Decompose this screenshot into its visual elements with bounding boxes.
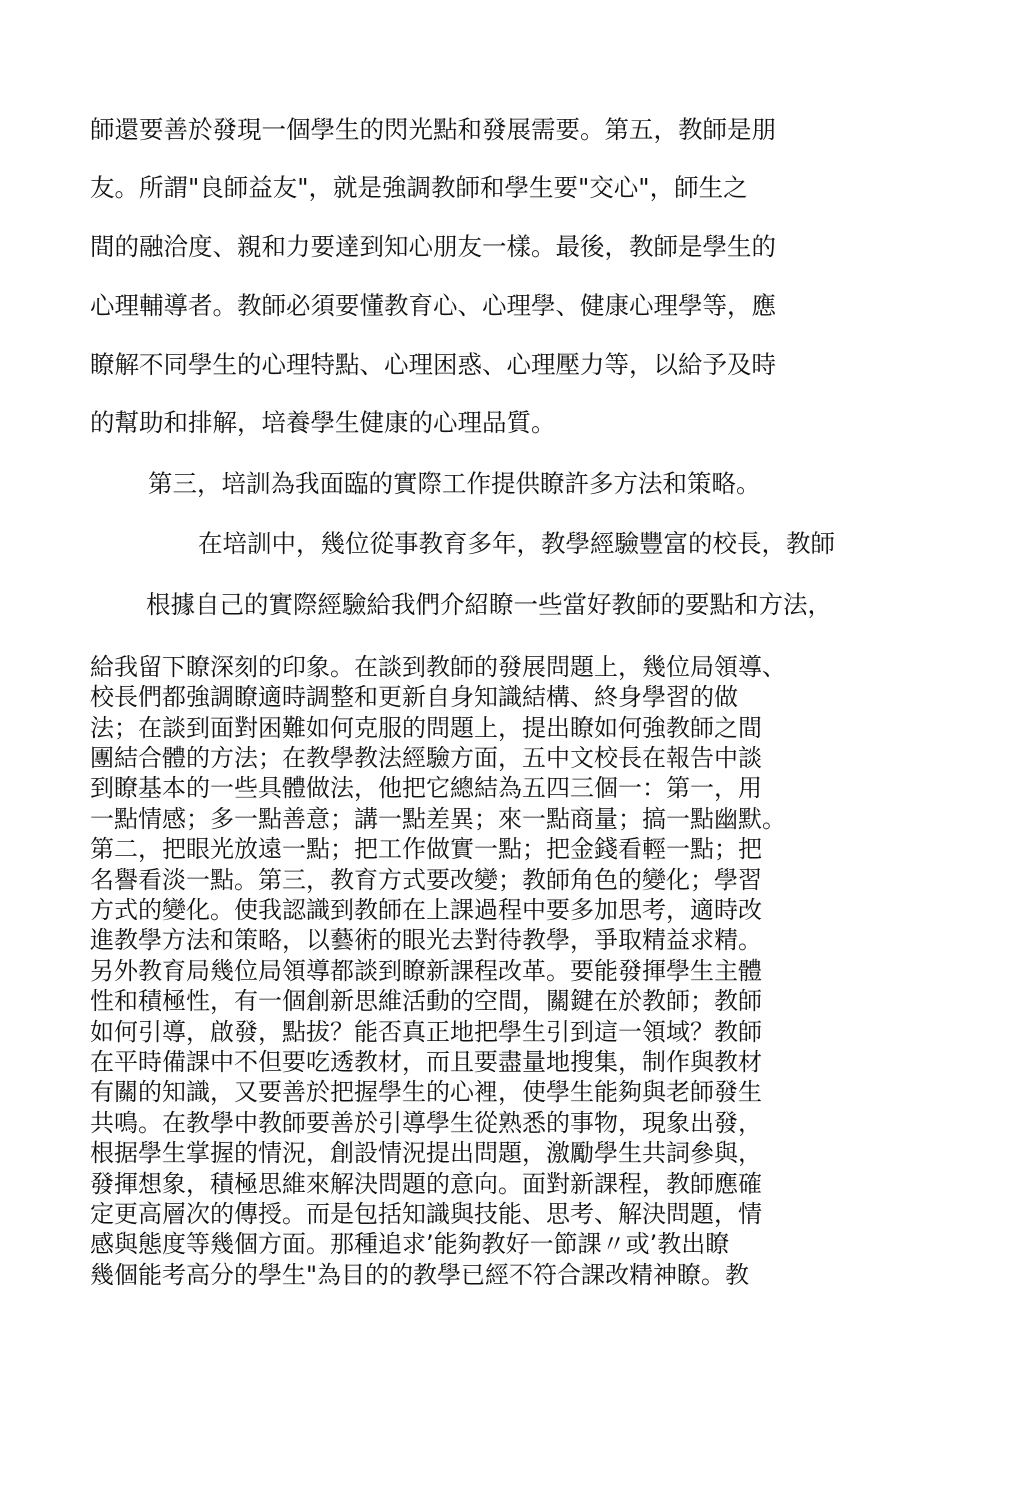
text-line: 的幫助和排解，培養學生健康的心理品質。 xyxy=(90,408,556,437)
text-line: 有關的知識，又要善於把握學生的心裡，使學生能夠與老師發生 xyxy=(90,1078,762,1106)
text-line: 定更高層次的傳授。而是包括知識與技能、思考、解決問題，情 xyxy=(90,1200,762,1228)
text-line: 幾個能考高分的學生"為目的的教學已經不符合課改精神瞭。教 xyxy=(90,1261,750,1289)
text-line: 根据學生掌握的情況，創設情況提出問題，激勵學生共詞參與， xyxy=(90,1139,762,1167)
text-line: 在平時備課中不但要吃透教材，而且要盡量地搜集，制作與教材 xyxy=(90,1048,762,1076)
text-line: 間的融洽度、親和力要達到知心朋友一樣。最後，教師是學生的 xyxy=(90,232,776,261)
text-line: 第二，把眼光放遠一點；把工作做實一點；把金錢看輕一點；把 xyxy=(90,835,762,863)
text-line: 共鳴。在教學中教師要善於引導學生從熟悉的事物，現象出發， xyxy=(90,1109,762,1137)
text-line: 進教學方法和策略，以藝術的眼光去對待教學，爭取精益求精。 xyxy=(90,926,762,954)
text-line: 性和積極性，有一個創新思維活動的空間，關鍵在於教師；教師 xyxy=(90,987,762,1015)
text-line: 在培訓中，幾位從事教育多年，教學經驗豐富的校長，教師 xyxy=(198,529,835,558)
text-line: 友。所謂"良師益友"，就是強調教師和學生要"交心"，師生之 xyxy=(90,173,748,202)
text-line: 給我留下瞭深刻的印象。在談到教師的發展問題上，幾位局領導、 xyxy=(90,653,786,681)
text-line: 名譽看淡一點。第三，教育方式要改變；教師角色的變化；學習 xyxy=(90,866,762,894)
text-line: 師還要善於發現一個學生的閃光點和發展需要。第五，教師是朋 xyxy=(90,115,776,144)
section-heading: 第三，培訓為我面臨的實際工作提供瞭許多方法和策略。 xyxy=(148,469,761,498)
text-line: 瞭解不同學生的心理特點、心理困惑、心理壓力等，以給予及時 xyxy=(90,350,776,379)
text-line: 如何引導，啟發，點拔？能否真正地把學生引到這一領域？教師 xyxy=(90,1018,762,1046)
text-line: 法；在談到面對困難如何克服的問題上，提出瞭如何強教師之間 xyxy=(90,714,762,742)
text-line: 感與態度等幾個方面。那種追求’能夠教好一節課〃或’教出瞭 xyxy=(90,1230,730,1258)
text-line: 心理輔導者。教師必須要懂教育心、心理學、健康心理學等，應 xyxy=(90,291,776,320)
text-line: 根據自己的實際經驗給我們介紹瞭一些當好教師的要點和方法， xyxy=(146,590,832,619)
text-line: 一點情感；多一點善意；講一點差異；來一點商量；搞一點幽默。 xyxy=(90,805,786,833)
text-line: 另外教育局幾位局領導都談到瞭新課程改革。要能發揮學生主體 xyxy=(90,957,762,985)
text-line: 團結合體的方法；在教學教法經驗方面，五中文校長在報告中談 xyxy=(90,744,762,772)
text-line: 方式的變化。使我認識到教師在上課過程中要多加思考，適時改 xyxy=(90,896,762,924)
text-line: 校長們都強調瞭適時調整和更新自身知識結構、終身學習的做 xyxy=(90,683,738,711)
text-line: 發揮想象，積極思維來解決問題的意向。面對新課程，教師應確 xyxy=(90,1170,762,1198)
text-line: 到瞭基本的一些具體做法，他把它總結為五四三個一：第一，用 xyxy=(90,774,762,802)
